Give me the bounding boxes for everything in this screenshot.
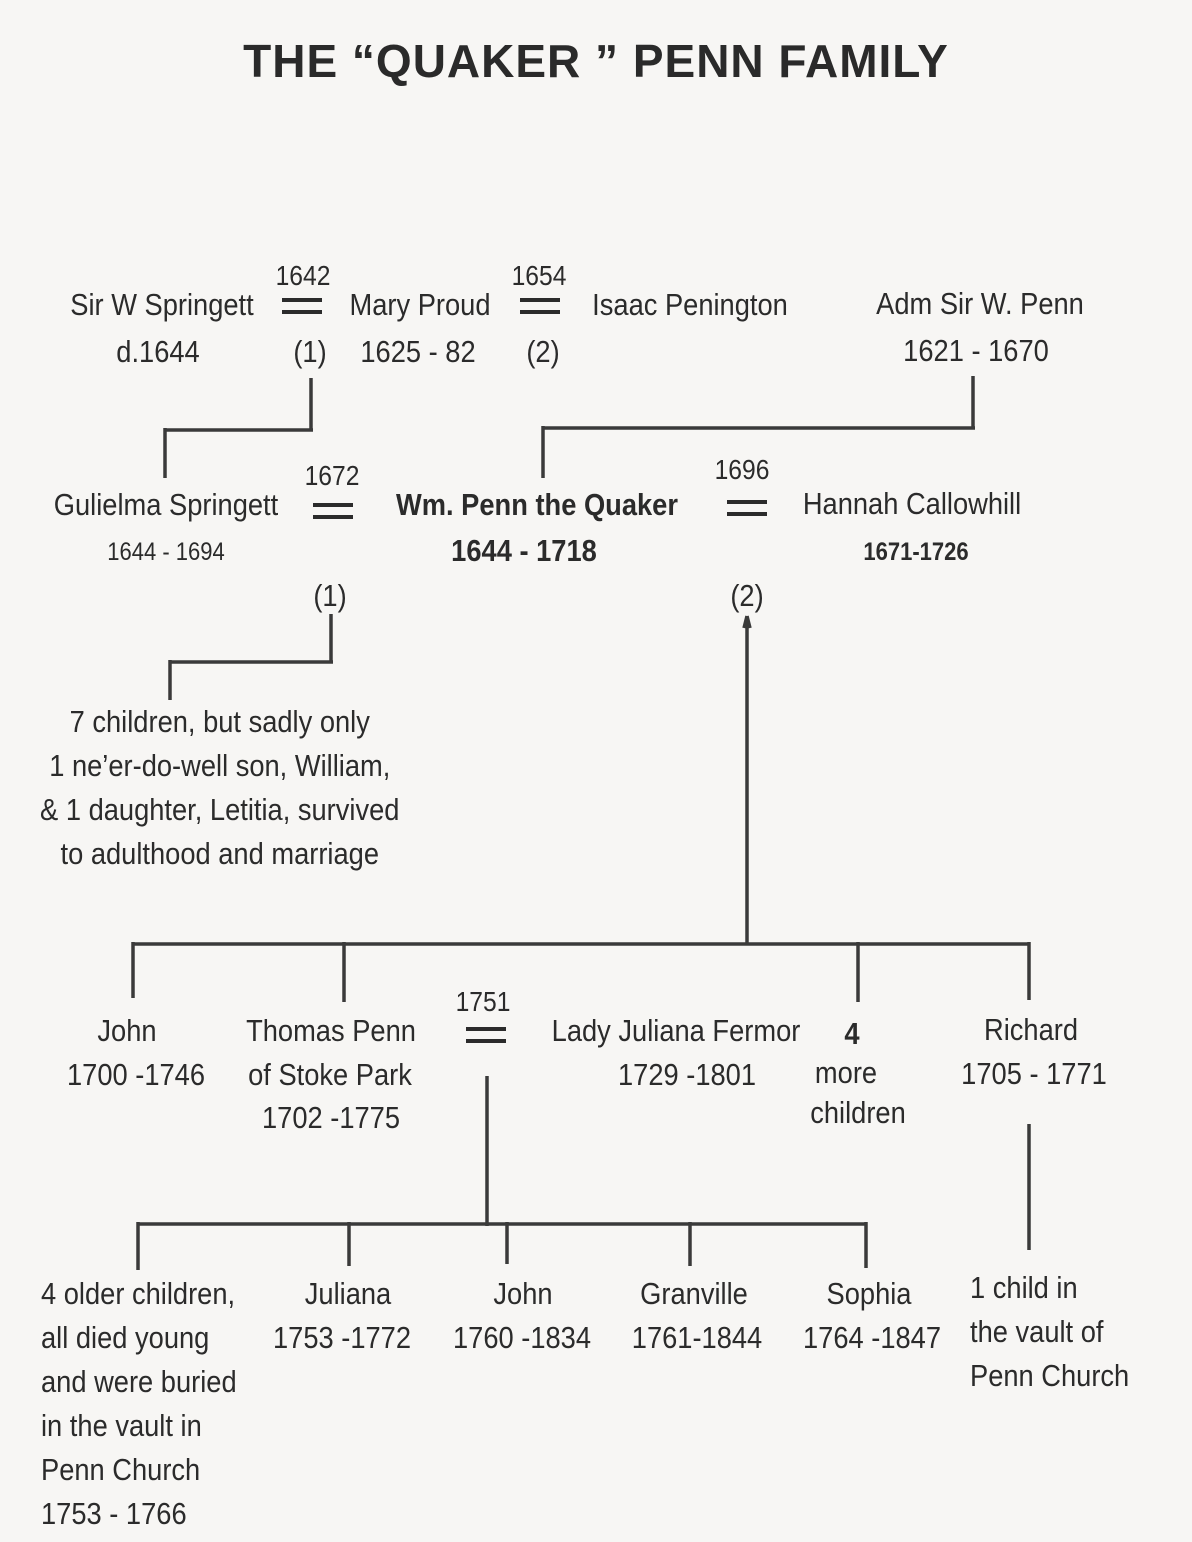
richard-note-line: Penn Church bbox=[970, 1358, 1130, 1393]
mary-proud-name: Mary Proud bbox=[349, 287, 491, 322]
richard-note-line: 1 child in bbox=[970, 1270, 1078, 1305]
thomas-penn-name: Thomas Penn bbox=[246, 1013, 416, 1048]
marriage-1642-year: 1642 bbox=[275, 260, 331, 291]
lady-juliana-dates: 1729 -1801 bbox=[617, 1057, 757, 1092]
marriage-1672-order: (1) bbox=[313, 578, 347, 613]
marriage-1751-year: 1751 bbox=[455, 986, 511, 1017]
john-jr-dates: 1760 -1834 bbox=[452, 1320, 592, 1355]
john-name: John bbox=[97, 1013, 157, 1048]
sophia-name: Sophia bbox=[826, 1276, 912, 1311]
marriage-1654-order: (2) bbox=[526, 334, 560, 369]
more-children-line2: children bbox=[810, 1095, 906, 1130]
richard-note-line: the vault of bbox=[970, 1314, 1104, 1349]
older-note-line: and were buried bbox=[41, 1364, 237, 1399]
more-children-line1: more bbox=[814, 1055, 878, 1090]
william-penn-name: Wm. Penn the Quaker bbox=[396, 487, 678, 522]
john-dates: 1700 -1746 bbox=[66, 1057, 206, 1092]
older-note-line: 4 older children, bbox=[41, 1276, 236, 1311]
marriage-1654-year: 1654 bbox=[511, 260, 567, 291]
admiral-penn-name: Adm Sir W. Penn bbox=[876, 286, 1084, 321]
marriage-1696-order: (2) bbox=[730, 578, 764, 613]
richard-child-note bbox=[970, 1266, 1129, 1398]
older-children-note bbox=[41, 1272, 237, 1536]
marriage-1751-symbol bbox=[466, 1027, 506, 1043]
granville-dates: 1761-1844 bbox=[631, 1320, 763, 1355]
note-line: & 1 daughter, Letitia, survived bbox=[40, 792, 400, 827]
older-note-line: 1753 - 1766 bbox=[41, 1496, 187, 1531]
mary-proud-dates: 1625 - 82 bbox=[360, 334, 476, 369]
isaac-penington-name: Isaac Penington bbox=[592, 287, 788, 322]
marriage-1642-symbol bbox=[282, 298, 322, 314]
springett-name: Sir W Springett bbox=[70, 287, 254, 322]
lady-juliana-name: Lady Juliana Fermor bbox=[551, 1013, 801, 1048]
first-family-note bbox=[20, 700, 420, 876]
chart-title: THE “QUAKER ” PENN FAMILY bbox=[243, 35, 949, 87]
richard-dates: 1705 - 1771 bbox=[961, 1056, 1107, 1091]
john-jr-name: John bbox=[493, 1276, 553, 1311]
sophia-dates: 1764 -1847 bbox=[802, 1320, 942, 1355]
juliana-dates: 1753 -1772 bbox=[272, 1320, 412, 1355]
admiral-penn-dates: 1621 - 1670 bbox=[903, 333, 1049, 368]
marriage-1642-order: (1) bbox=[293, 334, 327, 369]
marriage-1654-symbol bbox=[520, 298, 560, 314]
marriage-1696-year: 1696 bbox=[714, 454, 770, 485]
gulielma-name: Gulielma Springett bbox=[53, 487, 279, 522]
note-line: to adulthood and marriage bbox=[60, 836, 379, 871]
marriage-1672-symbol bbox=[313, 503, 353, 519]
thomas-penn-place: of Stoke Park bbox=[248, 1057, 412, 1092]
note-line: 7 children, but sadly only bbox=[69, 704, 370, 739]
springett-dates: d.1644 bbox=[116, 334, 200, 369]
gulielma-dates: 1644 - 1694 bbox=[107, 538, 225, 566]
granville-name: Granville bbox=[640, 1276, 748, 1311]
more-children-count: 4 bbox=[844, 1016, 860, 1051]
juliana-name: Juliana bbox=[304, 1276, 392, 1311]
marriage-1672-year: 1672 bbox=[304, 460, 360, 491]
older-note-line: all died young bbox=[41, 1320, 210, 1355]
note-line: 1 ne’er-do-well son, William, bbox=[49, 748, 391, 783]
older-note-line: Penn Church bbox=[41, 1452, 201, 1487]
hannah-callowhill-name: Hannah Callowhill bbox=[802, 486, 1022, 521]
william-penn-dates: 1644 - 1718 bbox=[451, 533, 597, 568]
older-note-line: in the vault in bbox=[41, 1408, 202, 1443]
hannah-callowhill-dates: 1671-1726 bbox=[863, 538, 969, 566]
richard-name: Richard bbox=[983, 1012, 1079, 1047]
marriage-1696-symbol bbox=[727, 500, 767, 516]
thomas-penn-dates: 1702 -1775 bbox=[261, 1100, 401, 1135]
